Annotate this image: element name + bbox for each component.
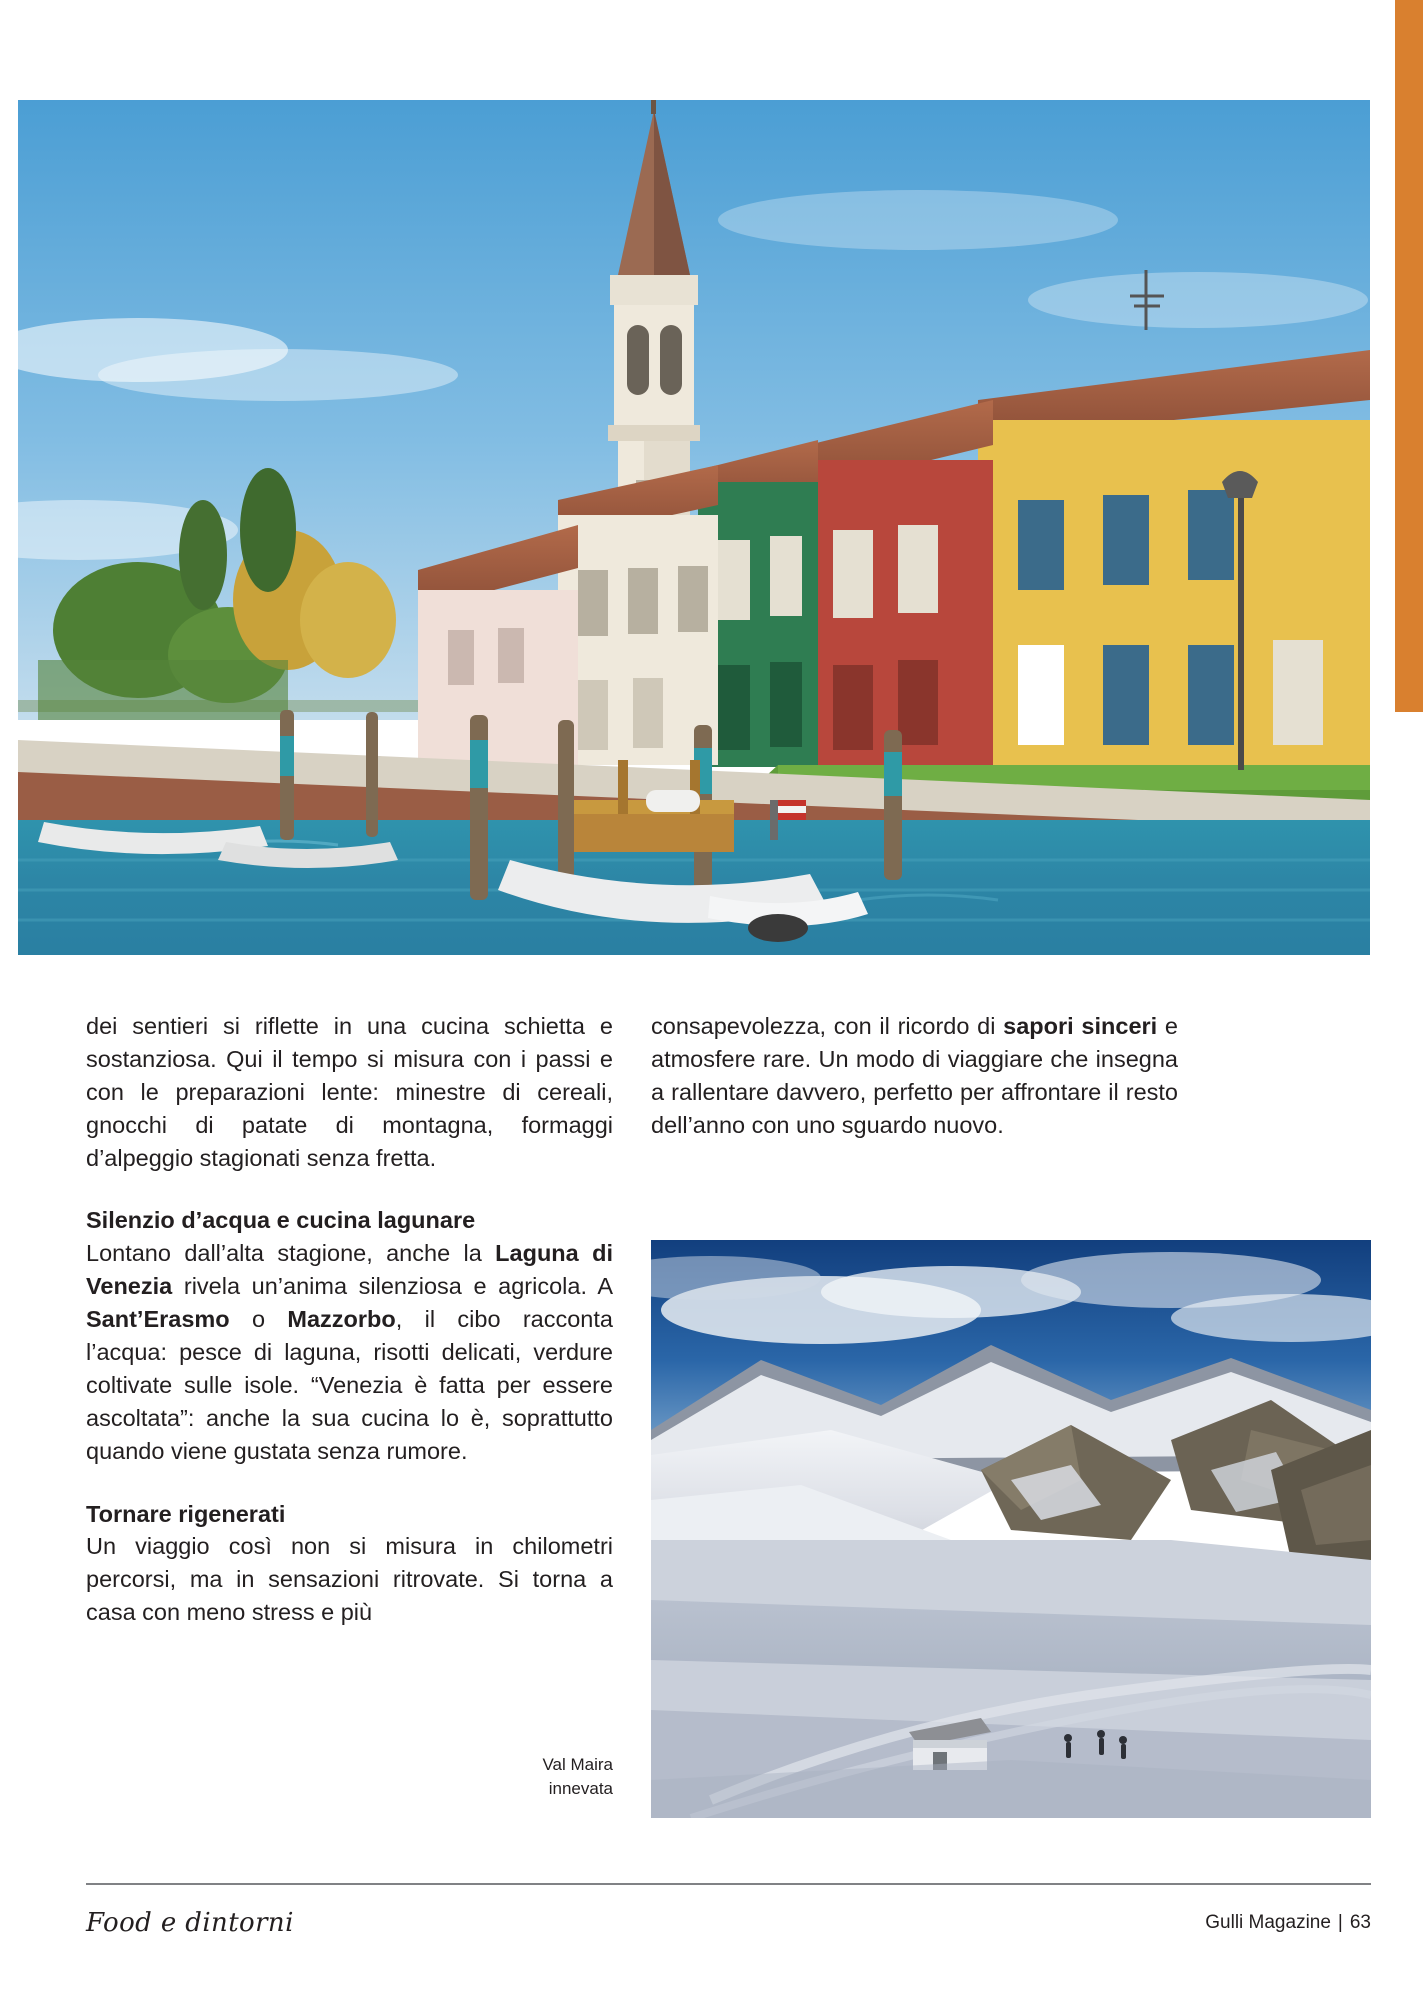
text-run: consapevolezza, con il ricordo di	[651, 1013, 1004, 1039]
footer-separator: |	[1337, 1912, 1343, 1933]
bold-sapori-sinceri: sapori sinceri	[1003, 1013, 1158, 1039]
bold-mazzorbo: Mazzorbo	[287, 1306, 396, 1333]
photo-caption	[86, 1753, 613, 1801]
photo-mountain-valley	[651, 1240, 1371, 1818]
body-column-right	[651, 1010, 1178, 1142]
footer-section-label: Food e dintorni	[86, 1908, 294, 1938]
text-run: e atmosfere rare. Un modo di viaggiare che insegna a rallentare davvero, perfetto per affrontare il resto dell’anno con uno sguardo nuovo.	[651, 1013, 1179, 1138]
paragraph-right-1	[651, 1010, 1178, 1142]
hero-photo-graphic	[18, 100, 1370, 955]
section-heading-silenzio: Silenzio d’acqua e cucina lagunare	[86, 1207, 476, 1234]
accent-bar-orange	[1395, 0, 1423, 712]
paragraph-left-1: dei sentieri si riflette in una cucina schietta e sostanziosa. Qui il tempo si misura con i passi e con le preparazioni lente: minestre di cereali, gnocchi di patate di montagna, formaggi d’alpeggio stagionati senza fretta.	[86, 1013, 613, 1171]
bold-santerasmo: Sant’Erasmo	[86, 1306, 230, 1333]
section-heading-tornare: Tornare rigenerati	[86, 1500, 286, 1527]
text-run: rivela un’anima silenziosa e agricola. A	[172, 1273, 613, 1300]
bold-laguna-di-venezia: Laguna di Venezia	[86, 1240, 613, 1300]
text-run: o	[229, 1306, 288, 1333]
caption-line-2: innevata	[548, 1779, 613, 1799]
caption-line-1: Val Maira	[542, 1755, 613, 1774]
text-run: Lontano dall’alta stagione, anche la	[86, 1240, 496, 1267]
hero-photo-lagoon	[18, 100, 1370, 955]
footer-magazine-name: Gulli Magazine	[1205, 1912, 1331, 1933]
footer-page-number: 63	[1349, 1912, 1371, 1933]
paragraph-left-section1	[86, 1237, 613, 1467]
footer-magazine-info	[1205, 1912, 1371, 1934]
footer-divider	[86, 1883, 1371, 1885]
text-run: , il cibo racconta l’acqua: pesce di laguna, risotti delicati, verdure coltivate sulle isole. “Venezia è fatta per essere ascoltata”: anche la sua cucina lo è, soprattutto quando viene gustata senza rumore.	[86, 1306, 613, 1464]
photo-mountain-graphic	[651, 1240, 1371, 1818]
body-column-left	[86, 1010, 613, 1629]
paragraph-left-section2: Un viaggio così non si misura in chilometri percorsi, ma in sensazioni ritrovate. Si torna a casa con meno stress e più	[86, 1533, 613, 1626]
